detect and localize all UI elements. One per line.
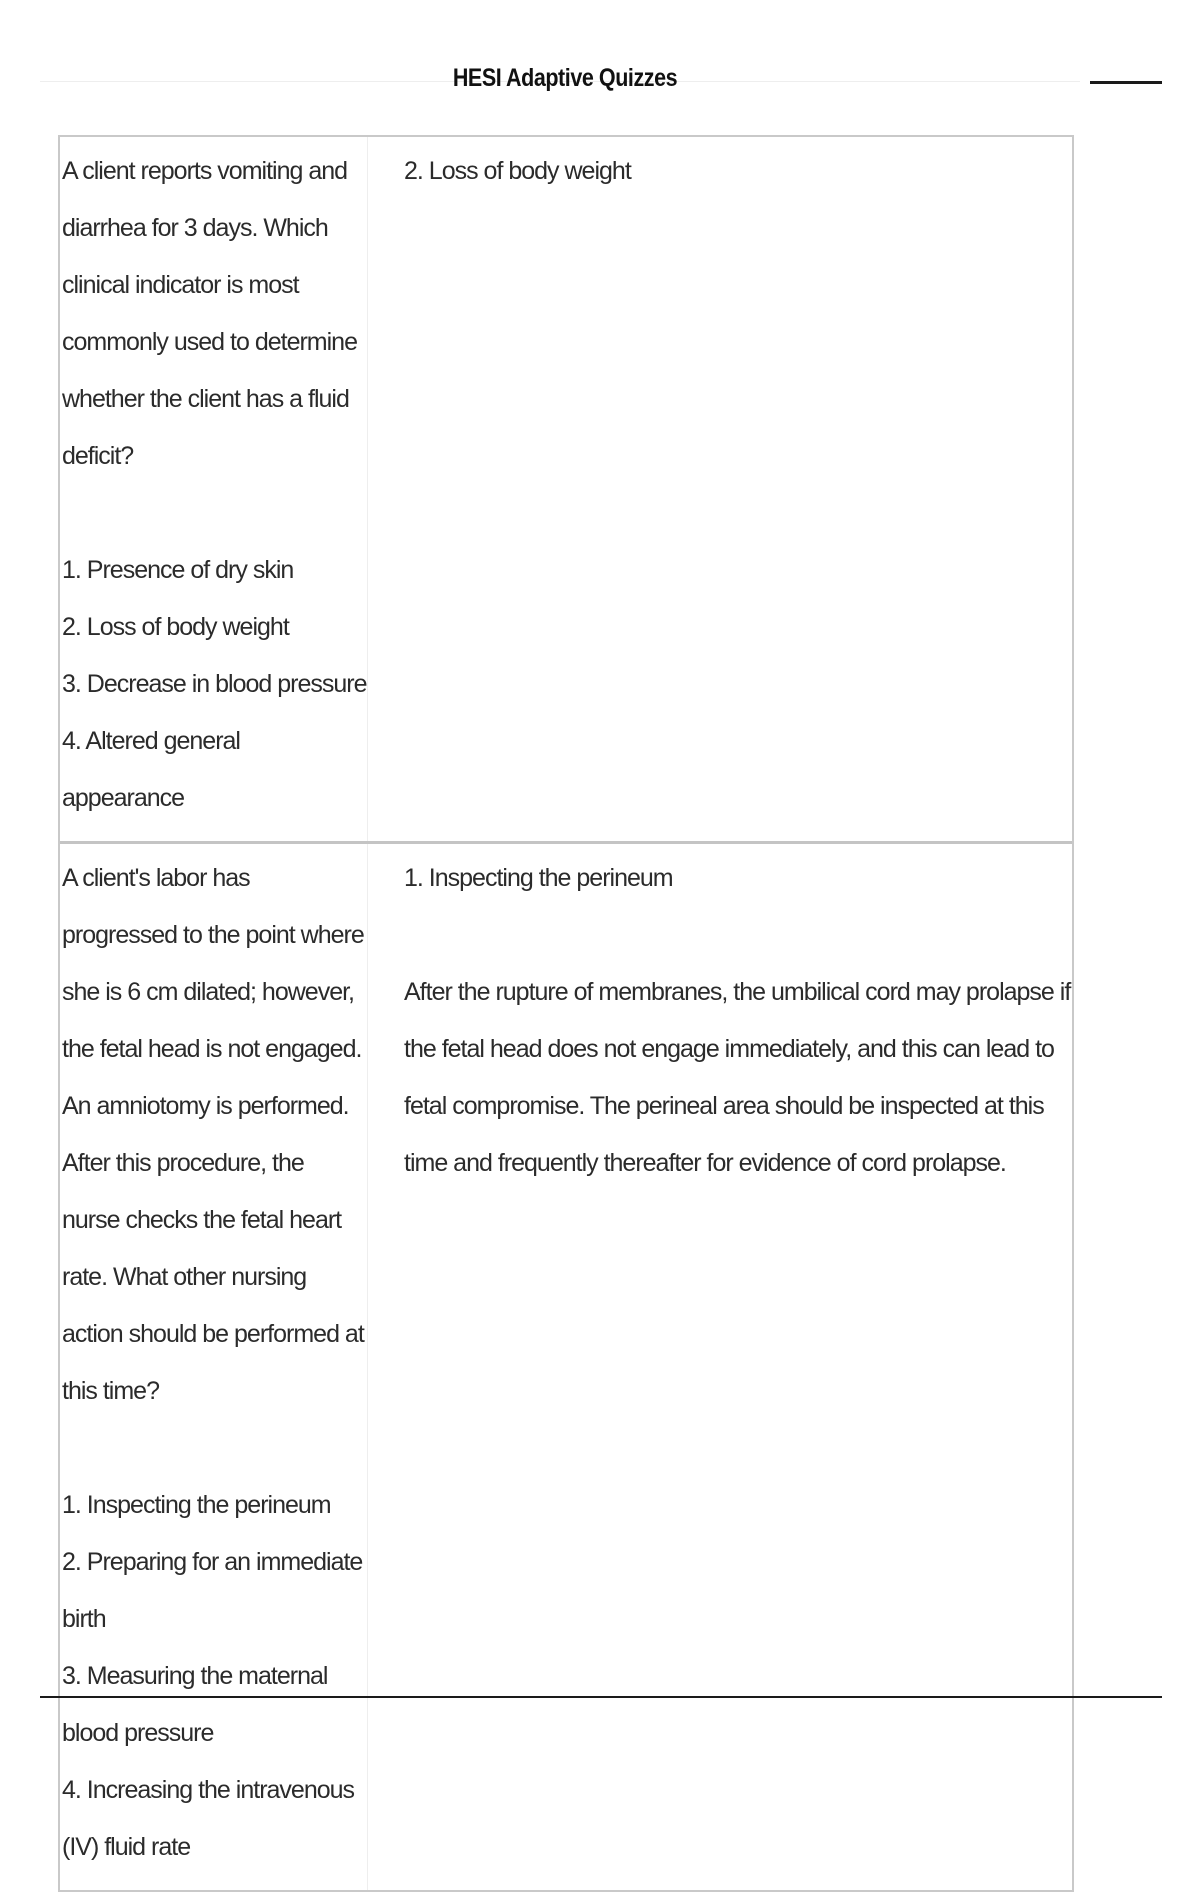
option-item: 4. Altered general appearance bbox=[62, 727, 240, 812]
answer-text: 2. Loss of body weight bbox=[404, 157, 631, 185]
option-item: 2. Loss of body weight bbox=[62, 613, 289, 641]
answer-cell bbox=[368, 844, 1072, 1890]
page-title: HESI Adaptive Quizzes bbox=[452, 64, 678, 92]
answer-text: 1. Inspecting the perineum bbox=[404, 864, 673, 892]
page-header bbox=[0, 58, 1200, 98]
answer-cell bbox=[368, 137, 1072, 841]
options-list bbox=[62, 1477, 367, 1876]
qa-row bbox=[60, 137, 1072, 841]
options-list bbox=[62, 542, 367, 827]
question-cell bbox=[60, 844, 368, 1890]
option-item: 3. Measuring the maternal blood pressure bbox=[62, 1662, 328, 1747]
footer-rule bbox=[40, 1696, 1162, 1698]
rationale-text: After the rupture of membranes, the umbilical cord may prolapse if the fetal head does not engage immediately, and this can lead to fetal compromise. The perineal area should be inspected at this time and frequently thereafter for evidence of cord prolapse. bbox=[404, 978, 1071, 1177]
question-text: A client's labor has progressed to the point where she is 6 cm dilated; however, the fetal head is not engaged. An amniotomy is performed. After this procedure, the nurse checks the fetal heart rate. What other nursing action should be performed at this time? bbox=[62, 864, 364, 1405]
header-dash bbox=[1090, 81, 1162, 84]
option-item: 4. Increasing the intravenous (IV) fluid rate bbox=[62, 1776, 355, 1861]
option-item: 2. Preparing for an immediate birth bbox=[62, 1548, 363, 1633]
question-text: A client reports vomiting and diarrhea for 3 days. Which clinical indicator is most commonly used to determine whether the client has a fluid deficit? bbox=[62, 157, 357, 470]
option-item: 1. Inspecting the perineum bbox=[62, 1491, 331, 1519]
option-item: 1. Presence of dry skin bbox=[62, 556, 294, 584]
option-item: 3. Decrease in blood pressure bbox=[62, 670, 367, 698]
qa-table bbox=[58, 135, 1074, 1892]
qa-row bbox=[60, 841, 1072, 1890]
question-cell bbox=[60, 137, 368, 841]
